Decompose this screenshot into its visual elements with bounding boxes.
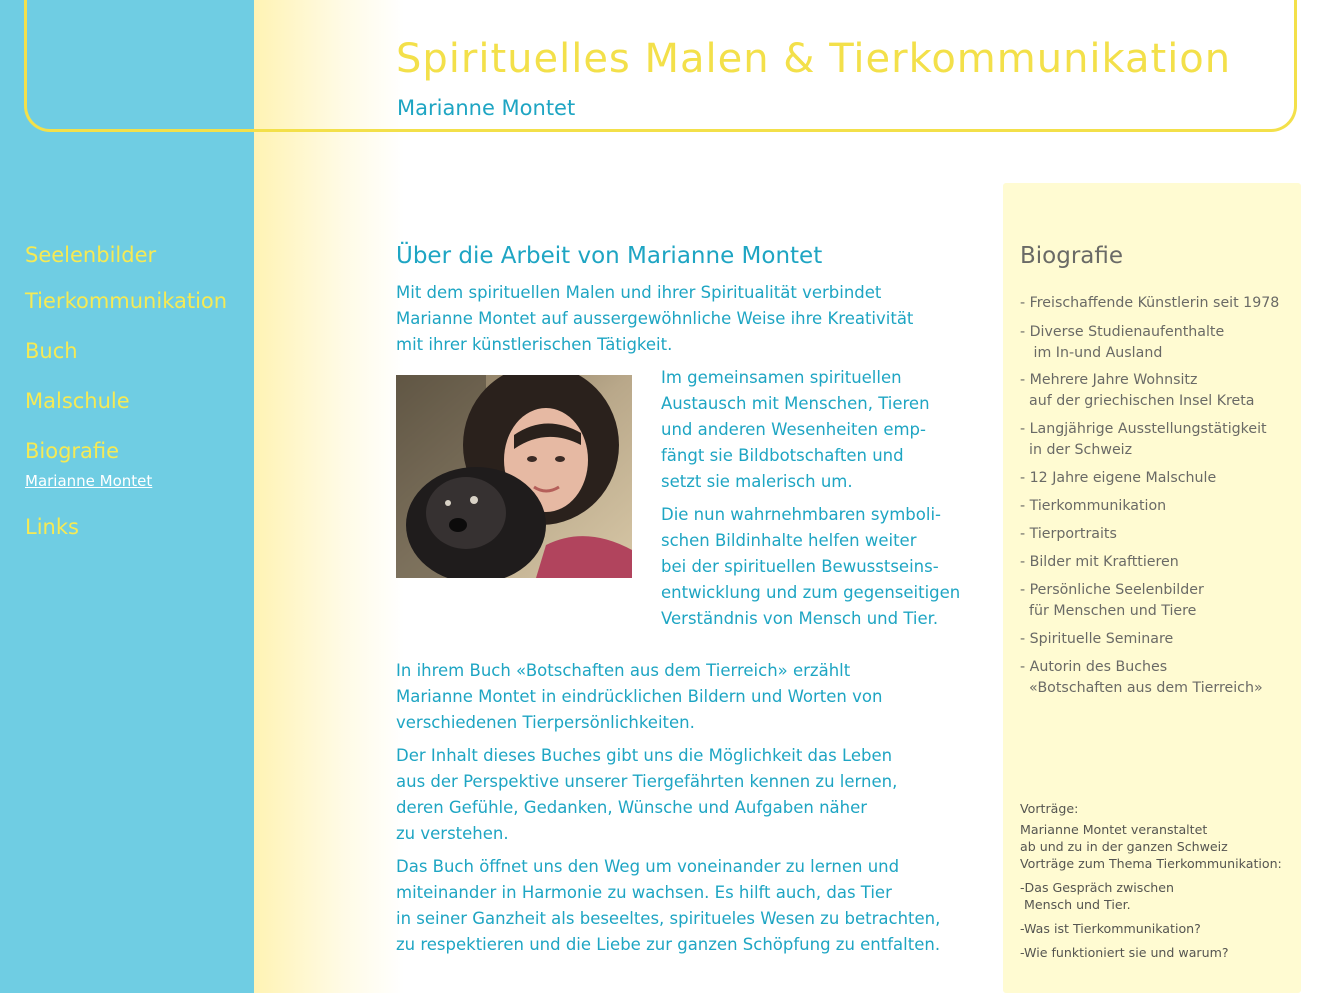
biography-heading: Biografie [1020, 243, 1124, 269]
bio-item: - Bilder mit Krafttieren [1020, 554, 1179, 570]
text-line: Mit dem spirituellen Malen und ihrer Spiritualität verbindet [396, 283, 882, 302]
bio-item: - Langjährige Ausstellungstätigkeit in der Schweiz [1020, 421, 1267, 458]
bio-item: - Mehrere Jahre Wohnsitz auf der griechischen Insel Kreta [1020, 372, 1255, 409]
book-paragraph [396, 658, 882, 736]
talks-intro: Marianne Montet veranstaltet ab und zu in der ganzen Schweiz Vorträge zum Thema Tierkommunikation: [1020, 822, 1282, 871]
site-title: Spirituelles Malen & Tierkommunikation [396, 36, 1232, 82]
text-line: Austausch mit Menschen, Tieren [661, 394, 930, 413]
text-line: zu verstehen. [396, 824, 509, 843]
portrait-photo [396, 375, 632, 578]
sidebar [0, 0, 254, 993]
talk-topic: -Was ist Tierkommunikation? [1020, 921, 1201, 936]
talk-topic: -Wie funktioniert sie und warum? [1020, 945, 1229, 960]
bio-item: - Autorin des Buches «Botschaften aus dem Tierreich» [1020, 659, 1263, 696]
text-line: Das Buch öffnet uns den Weg um voneinander zu lernen und [396, 857, 900, 876]
book-path-paragraph [396, 854, 940, 958]
nav-item-tierkommunikation[interactable]: Tierkommunikation [25, 289, 228, 313]
text-line: mit ihrer künstlerischen Tätigkeit. [396, 335, 673, 354]
text-line: fängt sie Bildbotschaften und [661, 446, 904, 465]
text-line: bei der spirituellen Bewusstseins- [661, 557, 939, 576]
text-line: in seiner Ganzheit als beseeltes, spiritueles Wesen zu betrachten, [396, 909, 941, 928]
text-line: setzt sie malerisch um. [661, 472, 853, 491]
text-line: schen Bildinhalte helfen weiter [661, 531, 917, 550]
nav-item-biografie[interactable]: Biografie [25, 439, 120, 463]
symbolic-paragraph [661, 502, 960, 632]
intro-paragraph [396, 280, 913, 358]
book-content-paragraph [396, 743, 897, 847]
talk-topic: -Das Gespräch zwischen Mensch und Tier. [1020, 880, 1174, 912]
nav-subitem-marianne-montet[interactable]: Marianne Montet [25, 472, 153, 490]
nav-item-seelenbilder[interactable]: Seelenbilder [25, 243, 157, 267]
text-line: Verständnis von Mensch und Tier. [661, 609, 939, 628]
text-line: und anderen Wesenheiten emp- [661, 420, 926, 439]
bio-item: - 12 Jahre eigene Malschule [1020, 470, 1217, 486]
talks-label: Vorträge: [1020, 801, 1079, 816]
exchange-paragraph [661, 365, 930, 495]
text-line: verschiedenen Tierpersönlichkeiten. [396, 713, 695, 732]
page-heading: Über die Arbeit von Marianne Montet [396, 243, 823, 269]
nav-item-malschule[interactable]: Malschule [25, 389, 130, 413]
text-line: deren Gefühle, Gedanken, Wünsche und Aufgaben näher [396, 798, 868, 817]
content-gradient [254, 0, 404, 993]
text-line: Marianne Montet in eindrücklichen Bildern und Worten von [396, 687, 883, 706]
text-line: aus der Perspektive unserer Tiergefährten kennen zu lernen, [396, 772, 898, 791]
nav-item-links[interactable]: Links [25, 515, 79, 539]
text-line: entwicklung und zum gegenseitigen [661, 583, 961, 602]
bio-item: - Diverse Studienaufenthalte im In-und Ausland [1020, 324, 1225, 361]
text-line: Marianne Montet auf aussergewöhnliche Weise ihre Kreativität [396, 309, 914, 328]
text-line: zu respektieren und die Liebe zur ganzen Schöpfung zu entfalten. [396, 935, 941, 954]
biography-box [1003, 183, 1301, 993]
text-line: Die nun wahrnehmbaren symboli- [661, 505, 941, 524]
nav-item-buch[interactable]: Buch [25, 339, 78, 363]
bio-item: - Persönliche Seelenbilder für Menschen und Tiere [1020, 582, 1204, 619]
bio-item: - Tierportraits [1020, 526, 1117, 542]
bio-item: - Spirituelle Seminare [1020, 631, 1174, 647]
bio-item: - Freischaffende Künstlerin seit 1978 [1020, 295, 1280, 311]
text-line: In ihrem Buch «Botschaften aus dem Tierreich» erzählt [396, 661, 851, 680]
bio-item: - Tierkommunikation [1020, 498, 1167, 514]
text-line: Der Inhalt dieses Buches gibt uns die Möglichkeit das Leben [396, 746, 893, 765]
text-line: miteinander in Harmonie zu wachsen. Es hilft auch, das Tier [396, 883, 892, 902]
site-subtitle: Marianne Montet [397, 96, 576, 120]
text-line: Im gemeinsamen spirituellen [661, 368, 902, 387]
